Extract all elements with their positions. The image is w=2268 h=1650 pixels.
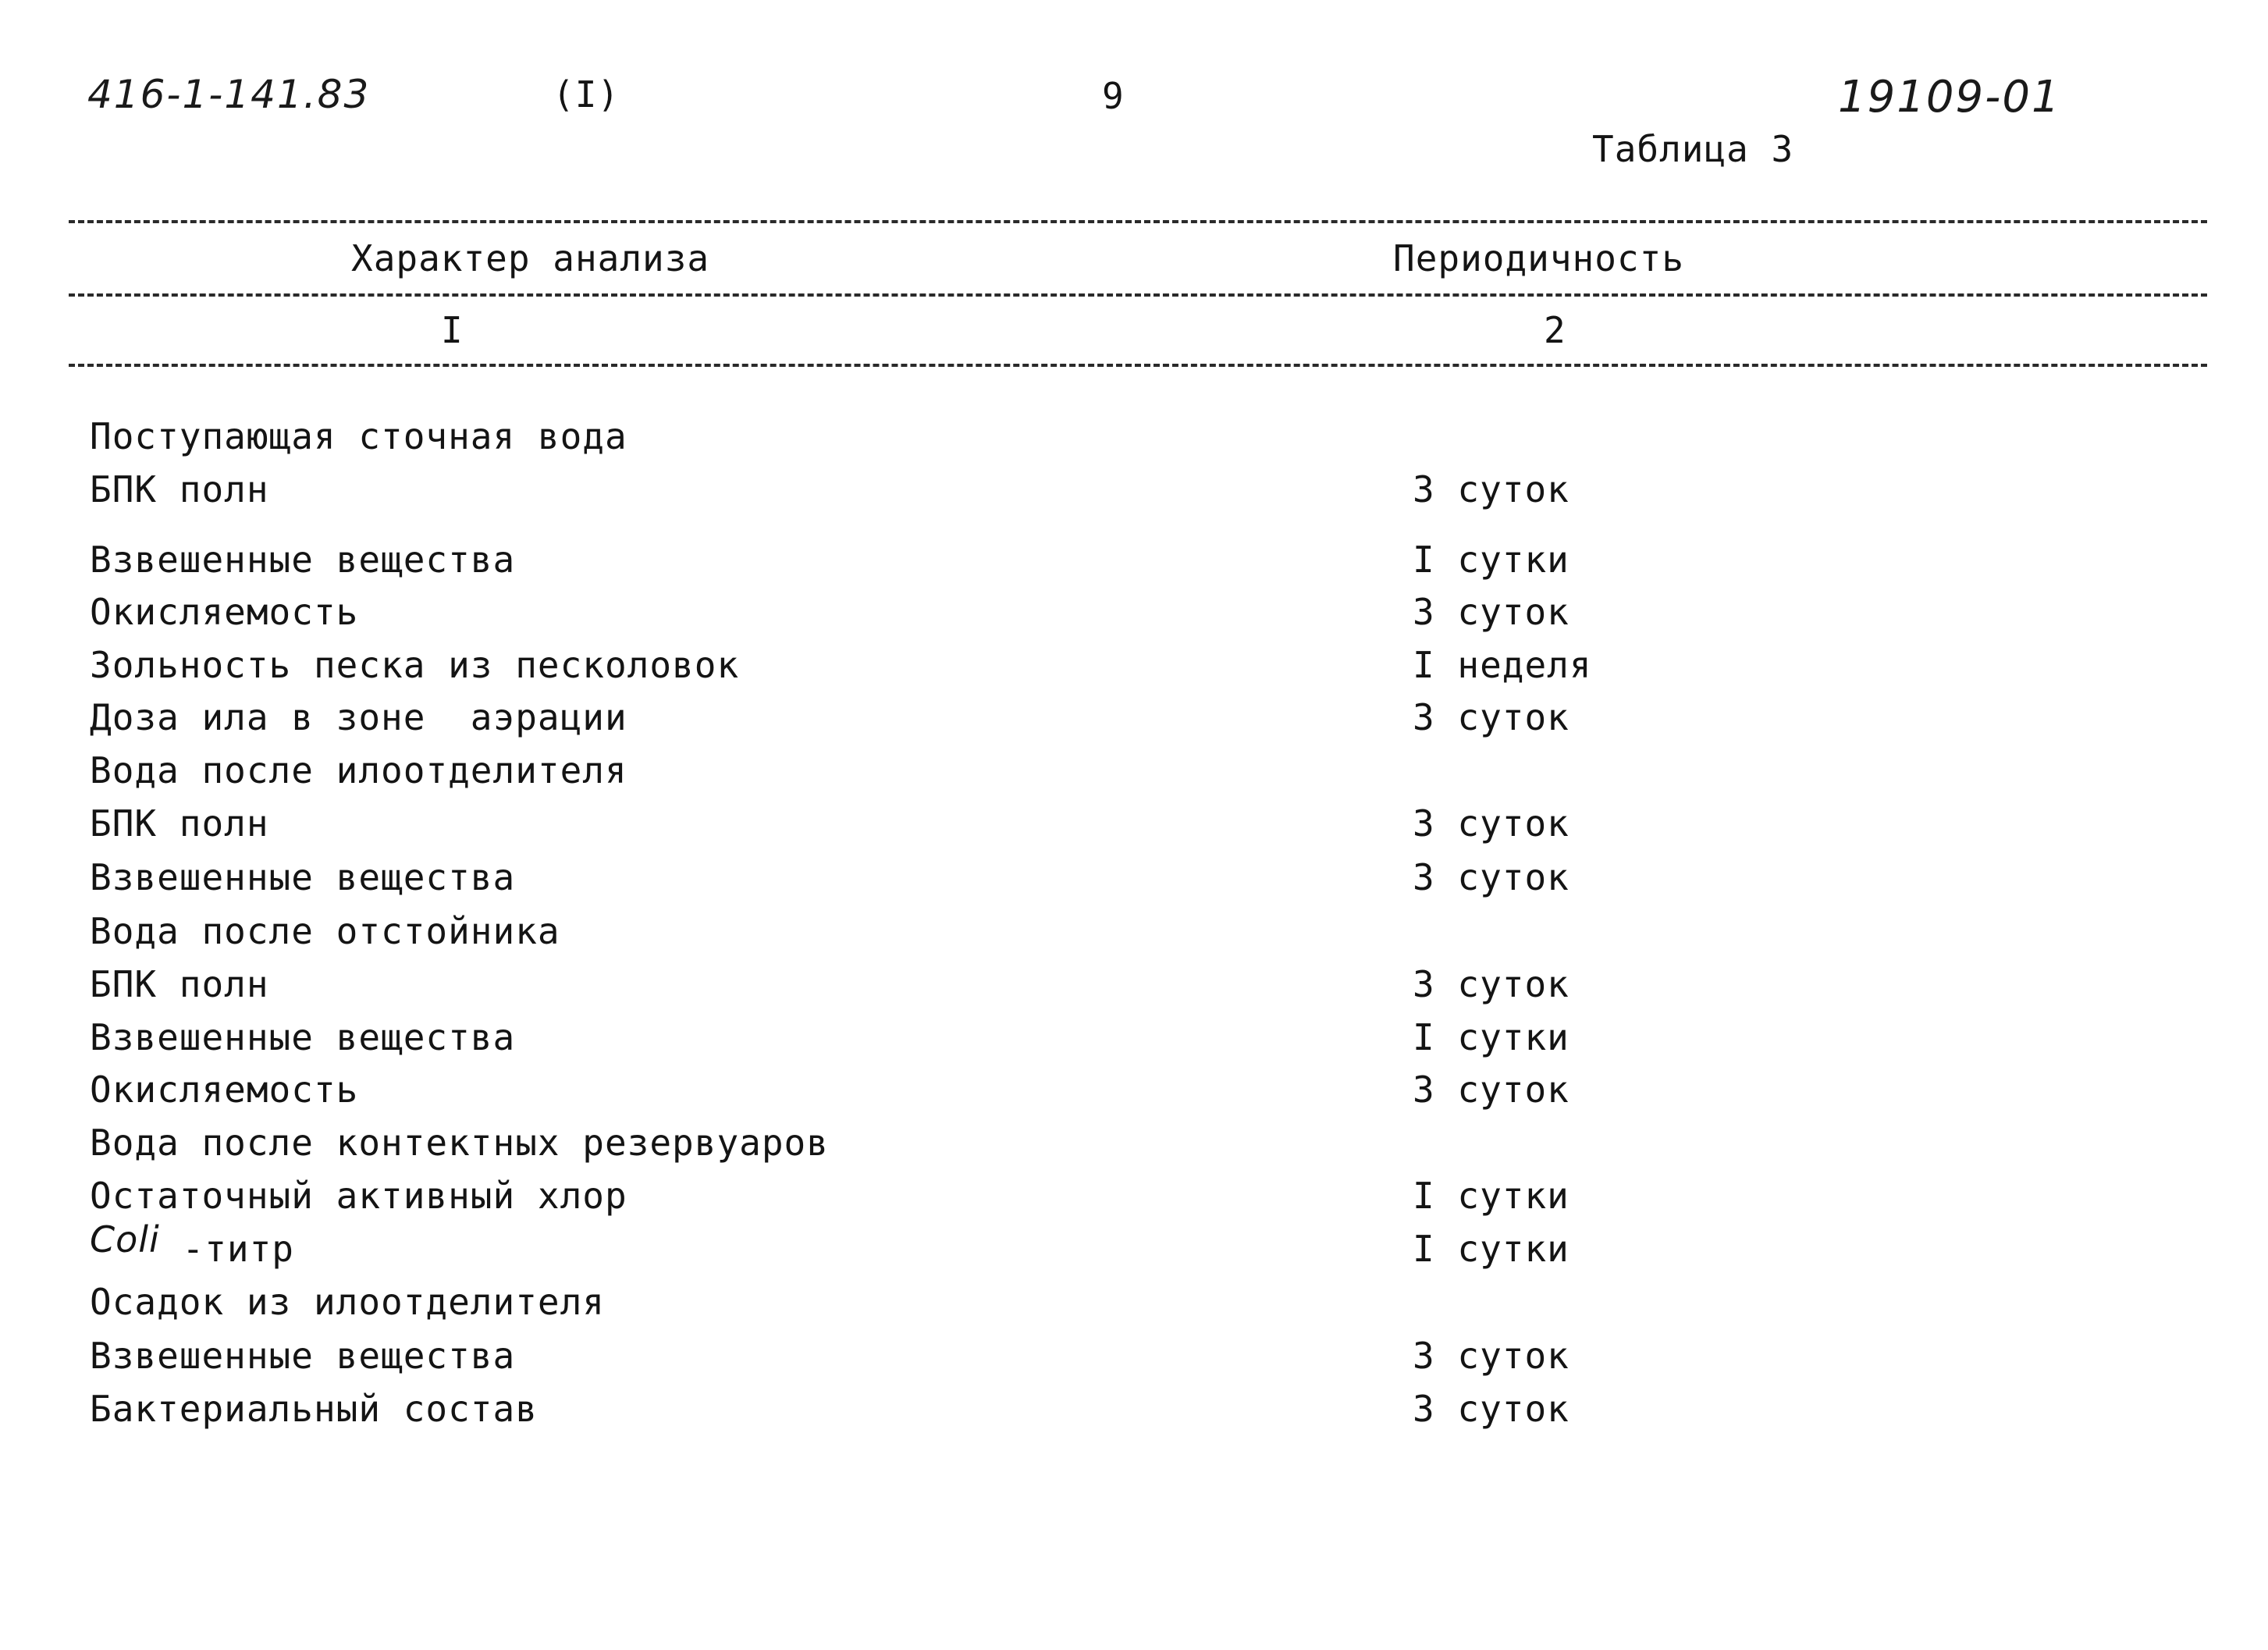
row-value: 3 суток bbox=[1413, 1388, 1569, 1430]
column-number-2: 2 bbox=[1544, 309, 1566, 351]
row-label: Остаточный активный хлор bbox=[90, 1175, 627, 1217]
row-label: Осадок из илоотделителя bbox=[90, 1281, 605, 1323]
header-separator-rule bbox=[69, 293, 2207, 297]
row-label: БПК полн bbox=[90, 963, 269, 1005]
row-label: Взвешенные вещества bbox=[90, 856, 516, 898]
row-value: 3 суток bbox=[1413, 963, 1569, 1005]
row-label: Взвешенные вещества bbox=[90, 1335, 516, 1377]
row-value: 3 суток bbox=[1413, 1069, 1569, 1111]
row-label: Поступающая сточная вода bbox=[90, 415, 627, 457]
document-number: 19109-01 bbox=[1838, 72, 2061, 123]
row-label: БПК полн bbox=[90, 468, 269, 510]
row-value: 3 суток bbox=[1413, 696, 1569, 738]
row-label: Окисляемость bbox=[90, 1069, 359, 1111]
row-label: Взвешенные вещества bbox=[90, 539, 516, 581]
row-value: 3 суток bbox=[1413, 468, 1569, 510]
column-number-1: I bbox=[441, 309, 464, 351]
row-value: 3 суток bbox=[1413, 856, 1569, 898]
row-label: Окисляемость bbox=[90, 591, 359, 633]
header-bottom-rule bbox=[69, 364, 2207, 367]
table-title: Таблица 3 bbox=[1592, 128, 1794, 170]
row-label-coli bbox=[90, 1218, 294, 1270]
table-top-rule bbox=[69, 220, 2207, 223]
row-value: I сутки bbox=[1413, 1016, 1569, 1058]
row-value: 3 суток bbox=[1413, 1335, 1569, 1377]
page-number: 9 bbox=[1102, 75, 1125, 117]
project-code: 416-1-141.83 bbox=[87, 72, 371, 117]
row-label: Вода после отстойника bbox=[90, 910, 560, 952]
row-label: Вода после илоотделителя bbox=[90, 749, 627, 791]
row-value: 3 суток bbox=[1413, 591, 1569, 633]
column-header-analysis: Характер анализа bbox=[351, 237, 710, 279]
volume-number: (I) bbox=[553, 73, 620, 116]
column-header-frequency: Периодичность bbox=[1393, 237, 1685, 279]
row-label: Зольность песка из песколовок bbox=[90, 644, 740, 686]
row-value: I сутки bbox=[1413, 539, 1569, 581]
row-label: БПК полн bbox=[90, 802, 269, 845]
row-value: I неделя bbox=[1413, 644, 1592, 686]
row-value: I сутки bbox=[1413, 1228, 1569, 1270]
row-label: Бактериальный состав bbox=[90, 1388, 538, 1430]
row-value: 3 суток bbox=[1413, 802, 1569, 845]
row-label: Доза ила в зоне аэрации bbox=[90, 696, 627, 738]
row-value: I сутки bbox=[1413, 1175, 1569, 1217]
row-label: Взвешенные вещества bbox=[90, 1016, 516, 1058]
coli-text: Coli bbox=[90, 1218, 160, 1261]
row-label: Вода после контектных резервуаров bbox=[90, 1122, 829, 1164]
coli-suffix: -титр bbox=[159, 1228, 294, 1270]
